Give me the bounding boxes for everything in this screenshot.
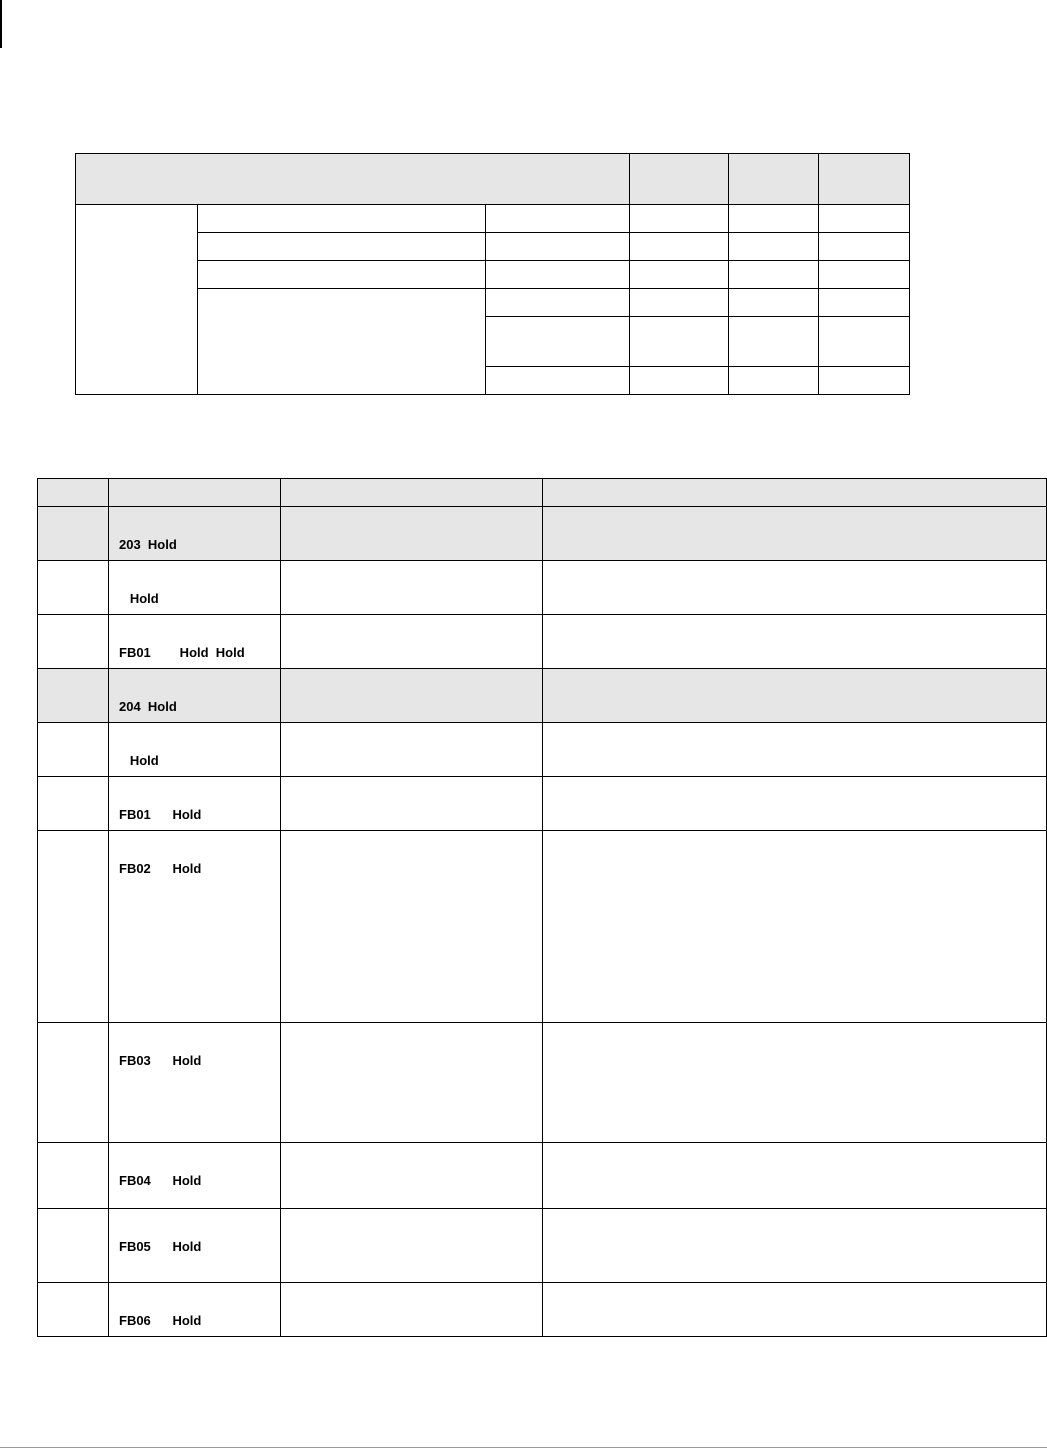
step-key-cell: 203 Hold xyxy=(109,507,281,561)
step-row xyxy=(38,1143,1047,1209)
step-key-cell: FB06 Hold xyxy=(109,1283,281,1337)
step-number-cell xyxy=(38,1023,109,1143)
step-description-cell xyxy=(543,561,1047,615)
step-row xyxy=(38,723,1047,777)
step-description-cell xyxy=(543,777,1047,831)
summary-header-cell xyxy=(729,154,819,205)
summary-table xyxy=(75,153,910,395)
step-action-cell xyxy=(281,1023,543,1143)
step-row xyxy=(38,777,1047,831)
summary-cell xyxy=(198,261,486,289)
summary-cell xyxy=(729,205,819,233)
step-description-cell xyxy=(543,1209,1047,1283)
summary-row xyxy=(76,205,910,233)
summary-row xyxy=(76,233,910,261)
step-description-cell xyxy=(543,1143,1047,1209)
summary-cell xyxy=(486,317,630,367)
step-number-cell xyxy=(38,507,109,561)
step-number-cell xyxy=(38,777,109,831)
summary-cell xyxy=(819,367,910,395)
summary-cell xyxy=(630,261,729,289)
summary-header-cell xyxy=(76,154,630,205)
steps-header-cell xyxy=(543,479,1047,507)
step-key-cell: Hold xyxy=(109,561,281,615)
corner-crop-mark xyxy=(0,0,2,48)
summary-cell xyxy=(819,261,910,289)
summary-group-cell xyxy=(76,205,198,395)
step-key-cell: FB01 Hold Hold xyxy=(109,615,281,669)
step-description-cell xyxy=(543,669,1047,723)
step-row xyxy=(38,1209,1047,1283)
step-row xyxy=(38,831,1047,1023)
step-description-cell xyxy=(543,1283,1047,1337)
step-row xyxy=(38,669,1047,723)
summary-row xyxy=(76,289,910,317)
step-row xyxy=(38,507,1047,561)
summary-cell xyxy=(198,205,486,233)
step-key-cell: Hold xyxy=(109,723,281,777)
step-number-cell xyxy=(38,1283,109,1337)
step-number-cell xyxy=(38,723,109,777)
step-number-cell xyxy=(38,615,109,669)
step-description-cell xyxy=(543,1023,1047,1143)
summary-cell xyxy=(486,367,630,395)
summary-header-cell xyxy=(630,154,729,205)
step-action-cell xyxy=(281,1209,543,1283)
step-row xyxy=(38,615,1047,669)
summary-cell xyxy=(729,233,819,261)
summary-cell xyxy=(486,289,630,317)
step-description-cell xyxy=(543,507,1047,561)
step-number-cell xyxy=(38,669,109,723)
step-row xyxy=(38,1023,1047,1143)
step-key-cell: FB03 Hold xyxy=(109,1023,281,1143)
summary-cell xyxy=(486,205,630,233)
step-number-cell xyxy=(38,1143,109,1209)
summary-cell xyxy=(486,233,630,261)
summary-cell xyxy=(630,367,729,395)
summary-cell xyxy=(198,233,486,261)
step-action-cell xyxy=(281,777,543,831)
summary-cell xyxy=(819,205,910,233)
step-row xyxy=(38,561,1047,615)
step-row xyxy=(38,1283,1047,1337)
summary-header-cell xyxy=(819,154,910,205)
summary-cell xyxy=(729,317,819,367)
summary-cell xyxy=(729,261,819,289)
steps-header-cell xyxy=(38,479,109,507)
summary-subgroup-cell xyxy=(198,289,486,395)
summary-cell xyxy=(819,317,910,367)
footer-rule xyxy=(0,1447,1047,1448)
step-number-cell xyxy=(38,1209,109,1283)
steps-table xyxy=(37,478,1047,1337)
summary-cell xyxy=(630,233,729,261)
step-key-cell: FB04 Hold xyxy=(109,1143,281,1209)
steps-header-row xyxy=(38,479,1047,507)
summary-cell xyxy=(630,205,729,233)
summary-cell xyxy=(486,261,630,289)
step-action-cell xyxy=(281,1143,543,1209)
step-action-cell xyxy=(281,831,543,1023)
step-description-cell xyxy=(543,831,1047,1023)
summary-cell xyxy=(630,317,729,367)
summary-cell xyxy=(729,289,819,317)
summary-header-row xyxy=(76,154,910,205)
summary-cell xyxy=(819,233,910,261)
step-number-cell xyxy=(38,561,109,615)
step-key-cell: FB05 Hold xyxy=(109,1209,281,1283)
summary-cell xyxy=(729,367,819,395)
step-description-cell xyxy=(543,723,1047,777)
summary-cell xyxy=(819,289,910,317)
step-key-cell: FB01 Hold xyxy=(109,777,281,831)
step-action-cell xyxy=(281,1283,543,1337)
step-number-cell xyxy=(38,831,109,1023)
step-description-cell xyxy=(543,615,1047,669)
steps-header-cell xyxy=(281,479,543,507)
summary-row xyxy=(76,261,910,289)
summary-cell xyxy=(630,289,729,317)
step-action-cell xyxy=(281,507,543,561)
step-action-cell xyxy=(281,615,543,669)
steps-header-cell xyxy=(109,479,281,507)
step-key-cell: 204 Hold xyxy=(109,669,281,723)
step-action-cell xyxy=(281,669,543,723)
step-key-cell: FB02 Hold xyxy=(109,831,281,1023)
step-action-cell xyxy=(281,723,543,777)
step-action-cell xyxy=(281,561,543,615)
